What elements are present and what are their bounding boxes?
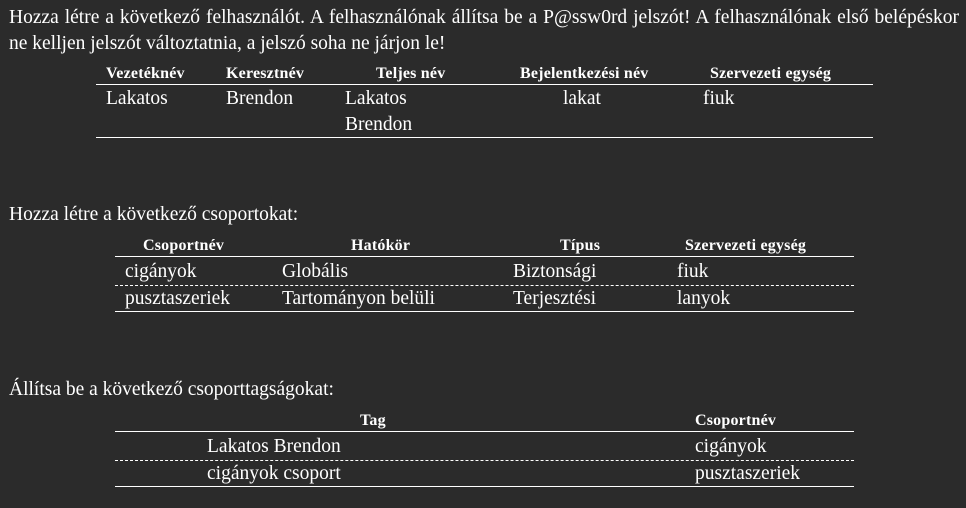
users-header-firstname: Keresztnév bbox=[226, 65, 305, 82]
users-header-lastname: Vezetéknév bbox=[106, 65, 185, 82]
users-cell-firstname: Brendon bbox=[226, 88, 294, 109]
groups-cell-type: Terjesztési bbox=[513, 288, 597, 309]
users-bottom-rule bbox=[96, 137, 873, 138]
users-cell-lastname: Lakatos bbox=[106, 88, 168, 109]
groups-cell-scope: Globális bbox=[282, 261, 349, 282]
users-header-orgunit: Szervezeti egység bbox=[710, 65, 832, 82]
users-header-fullname: Teljes név bbox=[376, 65, 446, 82]
membership-header-group: Csoportnév bbox=[695, 412, 777, 429]
groups-cell-type: Biztonsági bbox=[513, 261, 597, 282]
users-cell-fullname: Lakatos Brendon bbox=[345, 88, 413, 135]
groups-cell-name: cigányok bbox=[125, 261, 197, 282]
groups-header-name: Csoportnév bbox=[143, 237, 225, 254]
users-cell-orgunit: fiuk bbox=[703, 88, 735, 109]
groups-cell-name: pusztaszeriek bbox=[125, 288, 231, 309]
membership-heading: Állítsa be a következő csoporttagságokat: bbox=[9, 379, 334, 400]
groups-cell-orgunit: lanyok bbox=[677, 288, 731, 309]
membership-cell-group: cigányok bbox=[695, 436, 767, 457]
users-header-login: Bejelentkezési név bbox=[520, 65, 649, 82]
membership-cell-member: cigányok csoport bbox=[207, 463, 341, 484]
membership-header-member: Tag bbox=[360, 412, 386, 429]
membership-bottom-rule bbox=[115, 486, 854, 487]
membership-header-rule bbox=[115, 431, 854, 432]
membership-cell-group: pusztaszeriek bbox=[695, 463, 801, 484]
groups-cell-scope: Tartományon belüli bbox=[282, 288, 435, 309]
groups-cell-orgunit: fiuk bbox=[677, 261, 709, 282]
users-header-rule bbox=[96, 84, 873, 85]
users-cell-login: lakat bbox=[563, 88, 601, 109]
groups-header-scope: Hatókör bbox=[351, 237, 411, 254]
groups-header-type: Típus bbox=[560, 237, 601, 254]
groups-header-rule bbox=[115, 256, 854, 257]
groups-heading: Hozza létre a következő csoportokat: bbox=[9, 204, 299, 225]
membership-cell-member: Lakatos Brendon bbox=[207, 436, 341, 457]
groups-header-orgunit: Szervezeti egység bbox=[685, 237, 807, 254]
groups-bottom-rule bbox=[115, 311, 854, 312]
intro-paragraph: Hozza létre a következő felhasználót. A felhasználónak állítsa be a P@ssw0rd jelszót! A felhasználónak első belépéskor ne kelljen jelszót változtatnia, a jelszó soha ne járjon le! bbox=[9, 7, 959, 54]
